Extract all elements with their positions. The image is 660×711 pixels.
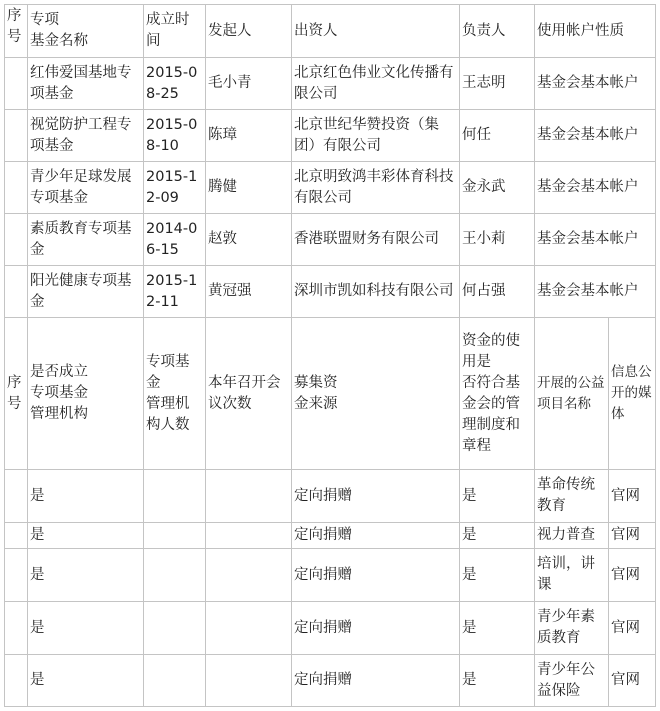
initiator-cell: 腾健 <box>206 162 292 214</box>
account-type-cell: 基金会基本帐户 <box>535 58 656 110</box>
initiator-cell: 陈璋 <box>206 110 292 162</box>
seq-cell <box>5 523 28 549</box>
table-row <box>5 58 656 110</box>
table-row <box>5 266 656 318</box>
seq-header: 序号 <box>5 5 28 58</box>
fund-name-cell: 视觉防护工程专项基金 <box>28 110 144 162</box>
founded-cell: 2015-12-09 <box>144 162 206 214</box>
fund-name-header: 专项 基金名称 <box>28 5 144 58</box>
table-row <box>5 214 656 266</box>
compliance-header: 资金的使用是 否符合基金会的管理制度和章程 <box>460 318 535 470</box>
table-row <box>5 523 656 549</box>
project-name-cell: 视力普查 <box>535 523 609 549</box>
table-row <box>5 655 656 707</box>
media-cell: 官网 <box>609 470 656 523</box>
staff-count-cell <box>144 470 206 523</box>
project-name-header: 开展的公益 项目名称 <box>535 318 609 470</box>
account-type-cell: 基金会基本帐户 <box>535 162 656 214</box>
manager-cell: 何占强 <box>460 266 535 318</box>
table2-header-row <box>5 318 656 470</box>
staff-count-cell <box>144 523 206 549</box>
initiator-cell: 黄冠强 <box>206 266 292 318</box>
fund-source-cell: 定向捐赠 <box>292 470 460 523</box>
seq-cell <box>5 58 28 110</box>
seq-cell <box>5 214 28 266</box>
meetings-cell <box>206 470 292 523</box>
project-name-cell: 青少年素质教育 <box>535 602 609 655</box>
staff-count-cell <box>144 602 206 655</box>
manager-cell: 金永武 <box>460 162 535 214</box>
fund-name-cell: 阳光健康专项基金 <box>28 266 144 318</box>
established-header: 是否成立 专项基金 管理机构 <box>28 318 144 470</box>
account-type-cell: 基金会基本帐户 <box>535 110 656 162</box>
established-cell: 是 <box>28 549 144 602</box>
fund-table <box>4 4 656 707</box>
account-type-header: 使用帐户性质 <box>535 5 656 58</box>
staff-count-cell <box>144 549 206 602</box>
fund-name-cell: 红伟爱国基地专项基金 <box>28 58 144 110</box>
project-name-cell: 青少年公益保险 <box>535 655 609 707</box>
established-cell: 是 <box>28 602 144 655</box>
compliance-cell: 是 <box>460 523 535 549</box>
founded-cell: 2014-06-15 <box>144 214 206 266</box>
initiator-cell: 毛小青 <box>206 58 292 110</box>
account-type-cell: 基金会基本帐户 <box>535 266 656 318</box>
fund-source-header: 募集资 金来源 <box>292 318 460 470</box>
project-name-cell: 培训，讲课 <box>535 549 609 602</box>
meetings-cell <box>206 549 292 602</box>
table-row <box>5 549 656 602</box>
seq-cell <box>5 266 28 318</box>
seq-cell <box>5 602 28 655</box>
fund-source-cell: 定向捐赠 <box>292 523 460 549</box>
initiator-cell: 赵敦 <box>206 214 292 266</box>
seq-cell <box>5 655 28 707</box>
table-row <box>5 470 656 523</box>
media-cell: 官网 <box>609 602 656 655</box>
staff-count-header: 专项基金 管理机构人数 <box>144 318 206 470</box>
media-header: 信息公开的媒体 <box>609 318 656 470</box>
seq-header: 序号 <box>5 318 28 470</box>
compliance-cell: 是 <box>460 655 535 707</box>
manager-cell: 何任 <box>460 110 535 162</box>
account-type-cell: 基金会基本帐户 <box>535 214 656 266</box>
fund-source-cell: 定向捐赠 <box>292 602 460 655</box>
seq-cell <box>5 162 28 214</box>
fund-name-cell: 素质教育专项基金 <box>28 214 144 266</box>
meetings-cell <box>206 655 292 707</box>
seq-cell <box>5 549 28 602</box>
established-cell: 是 <box>28 470 144 523</box>
funder-cell: 香港联盟财务有限公司 <box>292 214 460 266</box>
founded-cell: 2015-08-10 <box>144 110 206 162</box>
table1-header-row <box>5 5 656 58</box>
seq-cell <box>5 470 28 523</box>
project-name-cell: 革命传统教育 <box>535 470 609 523</box>
table-row <box>5 110 656 162</box>
meetings-header: 本年召开会议次数 <box>206 318 292 470</box>
manager-cell: 王志明 <box>460 58 535 110</box>
fund-name-cell: 青少年足球发展专项基金 <box>28 162 144 214</box>
established-cell: 是 <box>28 655 144 707</box>
meetings-cell <box>206 523 292 549</box>
funder-cell: 北京世纪华赞投资（集团）有限公司 <box>292 110 460 162</box>
fund-source-cell: 定向捐赠 <box>292 655 460 707</box>
compliance-cell: 是 <box>460 470 535 523</box>
initiator-header: 发起人 <box>206 5 292 58</box>
established-cell: 是 <box>28 523 144 549</box>
manager-cell: 王小莉 <box>460 214 535 266</box>
media-cell: 官网 <box>609 523 656 549</box>
funder-header: 出资人 <box>292 5 460 58</box>
table-row <box>5 162 656 214</box>
media-cell: 官网 <box>609 655 656 707</box>
meetings-cell <box>206 602 292 655</box>
founded-cell: 2015-08-25 <box>144 58 206 110</box>
compliance-cell: 是 <box>460 602 535 655</box>
funder-cell: 深圳市凯如科技有限公司 <box>292 266 460 318</box>
founded-header: 成立时 间 <box>144 5 206 58</box>
table-row <box>5 602 656 655</box>
media-cell: 官网 <box>609 549 656 602</box>
founded-cell: 2015-12-11 <box>144 266 206 318</box>
fund-source-cell: 定向捐赠 <box>292 549 460 602</box>
seq-cell <box>5 110 28 162</box>
compliance-cell: 是 <box>460 549 535 602</box>
funder-cell: 北京明致鸿丰彩体育科技有限公司 <box>292 162 460 214</box>
funder-cell: 北京红色伟业文化传播有限公司 <box>292 58 460 110</box>
staff-count-cell <box>144 655 206 707</box>
manager-header: 负责人 <box>460 5 535 58</box>
